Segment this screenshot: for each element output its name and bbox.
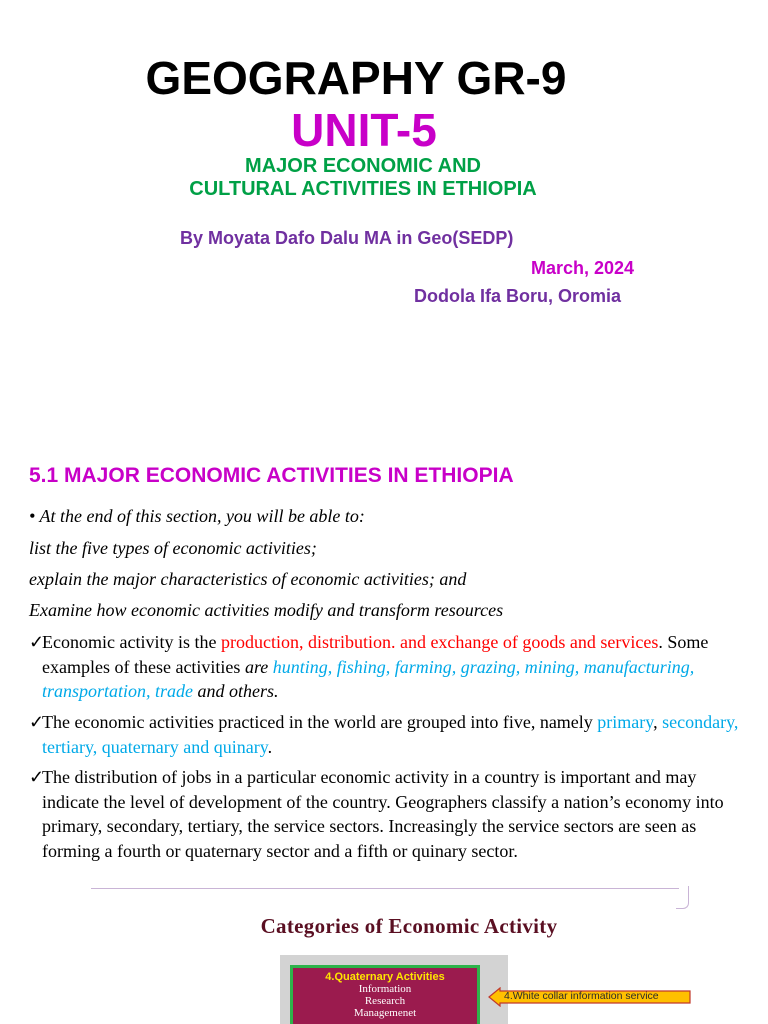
quaternary-box-title: 4.Quaternary Activities	[325, 971, 445, 983]
callout-arrow	[488, 987, 692, 1007]
objectives-intro: • At the end of this section, you will be able to:	[29, 506, 365, 526]
location-label: Dodola Ifa Boru, Oromia	[414, 286, 622, 306]
divider-corner	[676, 886, 689, 909]
paragraph-economic-activity: ✓ Economic activity is the production, distribution. and exchange of goods and services. Some examples of these activities are hunting, fishing, farming, grazing, mining, manufacturing, transportation, trade and others.	[29, 632, 709, 701]
paragraph-job-distribution: ✓ The distribution of jobs in a particular economic activity in a country is important and may indicate the level of development of the country. Geographers classify a nation’s economy into primary, secondary, tertiary, the service sectors. Increasingly the service sectors are seen as forming a fourth or quaternary sector and a fifth or quinary sector.	[29, 767, 724, 861]
highlight-examples: hunting, fishing, farming, grazing, mining, manufacturing, transportation, trade	[42, 656, 695, 701]
highlight-sectors: secondary, tertiary, quaternary and quinary	[42, 712, 739, 757]
unit-label: UNIT-5	[291, 104, 437, 156]
highlight-primary: primary	[597, 712, 654, 732]
callout-label: 4.White collar information service	[504, 990, 659, 1002]
objective-item: explain the major characteristics of economic activities; and	[29, 569, 467, 589]
slide-divider	[91, 888, 679, 889]
checkmark-icon: ✓	[29, 712, 45, 732]
objective-item: list the five types of economic activities;	[29, 538, 317, 558]
highlight-definition: production, distribution. and exchange of goods and services	[220, 632, 659, 652]
unit-subtitle-line2: CULTURAL ACTIVITIES IN ETHIOPIA	[189, 178, 537, 200]
section-heading: 5.1 MAJOR ECONOMIC ACTIVITIES IN ETHIOPIA	[29, 464, 514, 487]
quaternary-line: Research	[364, 995, 406, 1007]
checkmark-icon: ✓	[29, 632, 45, 652]
paragraph-five-groups: ✓ The economic activities practiced in the world are grouped into five, namely primary, secondary, tertiary, quaternary and quinary.	[29, 712, 739, 757]
objective-item: Examine how economic activities modify and transform resources	[29, 600, 504, 620]
categories-title: Categories of Economic Activity	[260, 914, 558, 938]
quaternary-box	[290, 965, 480, 1024]
quaternary-line: Managemenet	[353, 1007, 417, 1019]
slide-title: GEOGRAPHY GR-9	[145, 52, 567, 104]
categories-diagram	[280, 955, 508, 1024]
author-credit: By Moyata Dafo Dalu MA in Geo(SEDP)	[180, 228, 514, 248]
date-label: March, 2024	[531, 258, 635, 278]
quaternary-line: Information	[358, 983, 412, 995]
checkmark-icon: ✓	[29, 767, 45, 787]
unit-subtitle-line1: MAJOR ECONOMIC AND	[245, 155, 481, 177]
